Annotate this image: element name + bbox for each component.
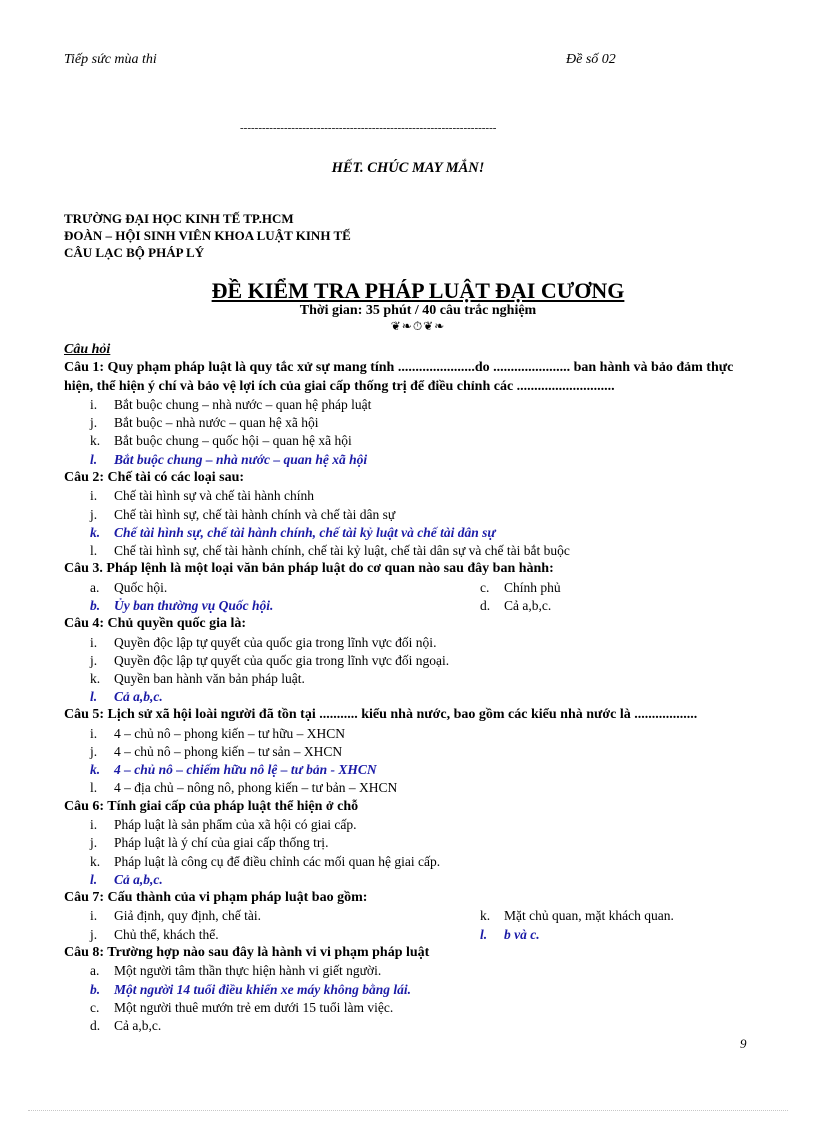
option-k: k. Quyền ban hành văn bản pháp luật. <box>90 670 305 686</box>
header-left: Tiếp sức mùa thi <box>64 52 157 67</box>
header-right: Đề số 02 <box>566 52 616 67</box>
option-j: j. Chủ thể, khách thể. <box>90 926 219 942</box>
question-8 <box>64 944 764 1035</box>
question-text: Câu 1: Quy phạm pháp luật là quy tắc xử sự mang tính ......................do ...................... ban hành và bảo đảm thực hiện, thể hiện ý chí và bảo vệ lợi ích của giai cấp thống trị để điều chỉnh các ............................ <box>64 360 734 394</box>
question-5 <box>64 706 764 797</box>
option-l: l. Chế tài hình sự, chế tài hành chính, chế tài kỷ luật, chế tài dân sự và chế tài bắt buộc <box>90 542 570 558</box>
option-l-correct: l. b và c. <box>480 926 540 942</box>
question-1 <box>64 359 764 469</box>
school-line-3: CÂU LẠC BỘ PHÁP LÝ <box>64 245 205 260</box>
option-j: j. Chế tài hình sự, chế tài hành chính và chế tài dân sự <box>90 506 396 522</box>
school-block <box>64 210 351 261</box>
option-k: k. Bắt buộc chung – quốc hội – quan hệ xã hội <box>90 433 352 449</box>
option-d: d. Cả a,b,c. <box>90 1017 162 1033</box>
option-c: c. Một người thuê mướn trẻ em dưới 15 tuổi làm việc. <box>90 999 394 1015</box>
option-j: j. 4 – chủ nô – phong kiến – tư sản – XHCN <box>90 744 343 760</box>
end-message: HẾT. CHÚC MAY MẮN! <box>331 160 485 176</box>
question-7 <box>64 889 764 944</box>
option-l-correct: l. Bắt buộc chung – nhà nước – quan hệ xã hội <box>90 451 368 467</box>
separator-line: ---------------------------------------------------------------------- <box>240 122 497 134</box>
ornament-icon: ❦❧⏱❦❧ <box>390 319 446 333</box>
option-i: i. Pháp luật là sản phẩm của xã hội có giai cấp. <box>90 817 357 833</box>
option-k-correct: k. Chế tài hình sự, chế tài hành chính, chế tài kỷ luật và chế tài dân sự <box>90 524 496 540</box>
option-i: i. Chế tài hình sự và chế tài hành chính <box>90 488 315 504</box>
option-k: k. Pháp luật là công cụ để điều chỉnh các mối quan hệ giai cấp. <box>90 853 441 869</box>
option-i: i. Giả định, quy định, chế tài. <box>90 908 261 924</box>
question-list <box>64 341 764 1035</box>
page-number: 9 <box>740 1036 747 1051</box>
option-i: i. 4 – chủ nô – phong kiến – tư hữu – XHCN <box>90 725 345 741</box>
option-k-correct: k. 4 – chủ nô – chiếm hữu nô lệ – tư bản - XHCN <box>90 762 377 778</box>
option-i: i. Bắt buộc chung – nhà nước – quan hệ pháp luật <box>90 397 372 412</box>
footer-divider <box>28 1110 788 1111</box>
option-k: k. Mặt chủ quan, mặt khách quan. <box>480 908 674 924</box>
question-text: Câu 4: Chủ quyền quốc gia là: <box>64 616 247 632</box>
question-text: Câu 3. Pháp lệnh là một loại văn bản pháp luật do cơ quan nào sau đây ban hành: <box>64 561 554 577</box>
question-text: Câu 5: Lịch sử xã hội loài người đã tồn tại ........... kiểu nhà nước, bao gồm các kiểu nhà nước là .................. <box>64 707 698 723</box>
question-2 <box>64 469 764 560</box>
question-text: Câu 6: Tính giai cấp của pháp luật thể hiện ở chỗ <box>64 798 359 814</box>
question-4 <box>64 615 764 706</box>
question-3 <box>64 560 764 615</box>
option-a: a. Một người tâm thần thực hiện hành vi giết người. <box>90 963 382 979</box>
option-a: a. Quốc hội. <box>90 579 168 595</box>
option-l-correct: l. Cả a,b,c. <box>90 689 163 705</box>
question-6 <box>64 798 764 889</box>
question-text: Câu 7: Cấu thành của vi phạm pháp luật bao gồm: <box>64 889 368 905</box>
option-d: d. Cả a,b,c. <box>480 597 552 613</box>
option-b-correct: b. Một người 14 tuổi điều khiển xe máy không bằng lái. <box>90 981 411 997</box>
exam-title: ĐỀ KIỂM TRA PHÁP LUẬT ĐẠI CƯƠNG <box>211 278 625 303</box>
option-j: j. Pháp luật là ý chí của giai cấp thống trị. <box>90 835 329 851</box>
section-title: Câu hỏi <box>64 342 111 357</box>
exam-subtitle: Thời gian: 35 phút / 40 câu trắc nghiệm <box>299 303 537 318</box>
option-l-correct: l. Cả a,b,c. <box>90 871 163 887</box>
option-l: l. 4 – địa chủ – nông nô, phong kiến – tư bản – XHCN <box>90 780 398 796</box>
option-j: j. Bắt buộc – nhà nước – quan hệ xã hội <box>90 415 319 431</box>
option-j: j. Quyền độc lập tự quyết của quốc gia trong lĩnh vực đối ngoại. <box>90 652 450 668</box>
option-b-correct: b. Ủy ban thường vụ Quốc hội. <box>90 597 274 613</box>
school-line-1: TRƯỜNG ĐẠI HỌC KINH TẾ TP.HCM <box>64 211 294 226</box>
option-c: c. Chính phủ <box>480 579 561 595</box>
question-text: Câu 2: Chế tài có các loại sau: <box>64 469 245 485</box>
question-text: Câu 8: Trường hợp nào sau đây là hành vi vi phạm pháp luật <box>64 944 430 960</box>
option-i: i. Quyền độc lập tự quyết của quốc gia trong lĩnh vực đối nội. <box>90 634 437 650</box>
school-line-2: ĐOÀN – HỘI SINH VIÊN KHOA LUẬT KINH TẾ <box>64 228 351 243</box>
